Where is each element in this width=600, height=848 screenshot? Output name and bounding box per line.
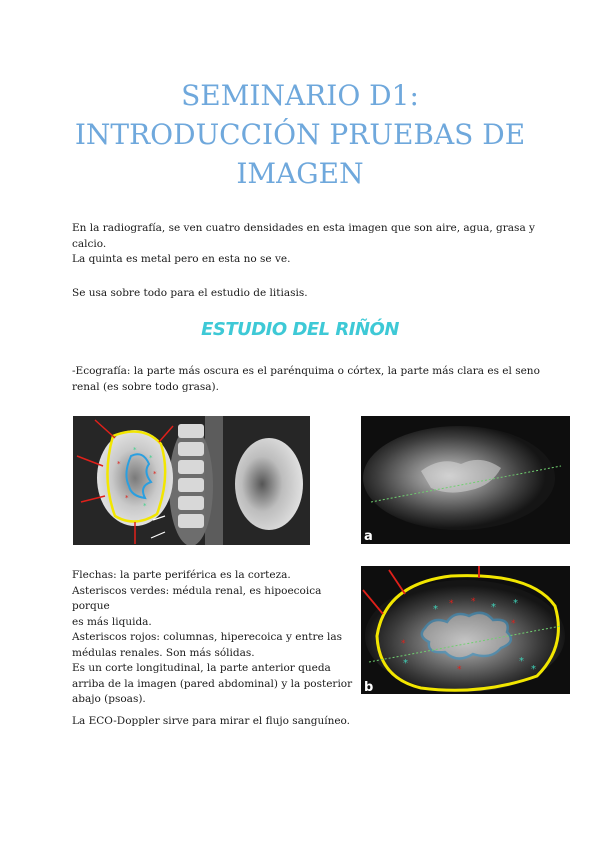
note-line-3: es más liquida. (72, 615, 152, 628)
svg-text:*: * (143, 502, 147, 510)
svg-text:*: * (433, 604, 438, 615)
svg-text:*: * (133, 446, 137, 454)
title-line-3: IMAGEN (236, 157, 364, 190)
svg-text:*: * (149, 454, 153, 462)
svg-text:*: * (491, 602, 496, 613)
image-b-label: b (364, 680, 374, 694)
svg-text:*: * (531, 664, 536, 675)
note-line-6: Es un corte longitudinal, la parte anterior queda (72, 662, 331, 674)
notes-paragraph (72, 568, 362, 708)
intro-line-2: calcio. (72, 237, 107, 250)
note-line-2: Asteriscos verdes: médula renal, es hipoecoica porque (72, 584, 322, 612)
note-line-5: médulas renales. Son más sólidas. (72, 646, 255, 659)
svg-text:*: * (519, 656, 524, 667)
title-line-1: SEMINARIO D1: (181, 79, 419, 112)
svg-text:*: * (513, 598, 518, 609)
note-line-8: abajo (psoas). (72, 693, 146, 705)
svg-text:*: * (401, 639, 406, 649)
note-line-4: Asteriscos rojos: columnas, hiperecoica y entre las (72, 631, 343, 643)
title-line-2: INTRODUCCIÓN PRUEBAS DE (74, 118, 526, 151)
doppler-note: La ECO-Doppler sirve para mirar el flujo sanguíneo. (72, 715, 351, 727)
svg-text:*: * (449, 599, 454, 609)
svg-text:*: * (471, 597, 476, 607)
ultrasound-image-a (361, 416, 570, 544)
intro-paragraph (72, 221, 535, 268)
intro-litiasis: Se usa sobre todo para el estudio de litiasis. (72, 287, 308, 299)
svg-text:*: * (511, 619, 516, 629)
image-a-label: a (364, 529, 373, 544)
intro-line-1: En la radiografía, se ven cuatro densidades en esta imagen que son aire, agua, grasa y (72, 222, 535, 234)
intro-line-3: La quinta es metal pero en esta no se ve. (72, 253, 291, 265)
ct-kidney-image (73, 416, 310, 545)
svg-text:*: * (403, 658, 408, 669)
svg-text:*: * (457, 665, 462, 675)
note-line-1: Flechas: la parte periférica es la corteza. (72, 569, 291, 581)
page-title (40, 76, 560, 193)
note-line-7: arriba de la imagen (pared abdominal) y la posterior (72, 677, 353, 690)
section-heading: ESTUDIO DEL RIÑÓN (201, 319, 399, 340)
ecografia-paragraph (72, 364, 540, 395)
svg-text:*: * (125, 494, 129, 502)
ultrasound-image-b (361, 566, 570, 694)
svg-text:*: * (117, 460, 121, 468)
ecografia-line-1: -Ecografía: la parte más oscura es el parénquima o córtex, la parte más clara es el seno (72, 365, 540, 377)
svg-text:*: * (153, 470, 157, 478)
ecografia-line-2: renal (es sobre todo grasa). (72, 380, 219, 393)
